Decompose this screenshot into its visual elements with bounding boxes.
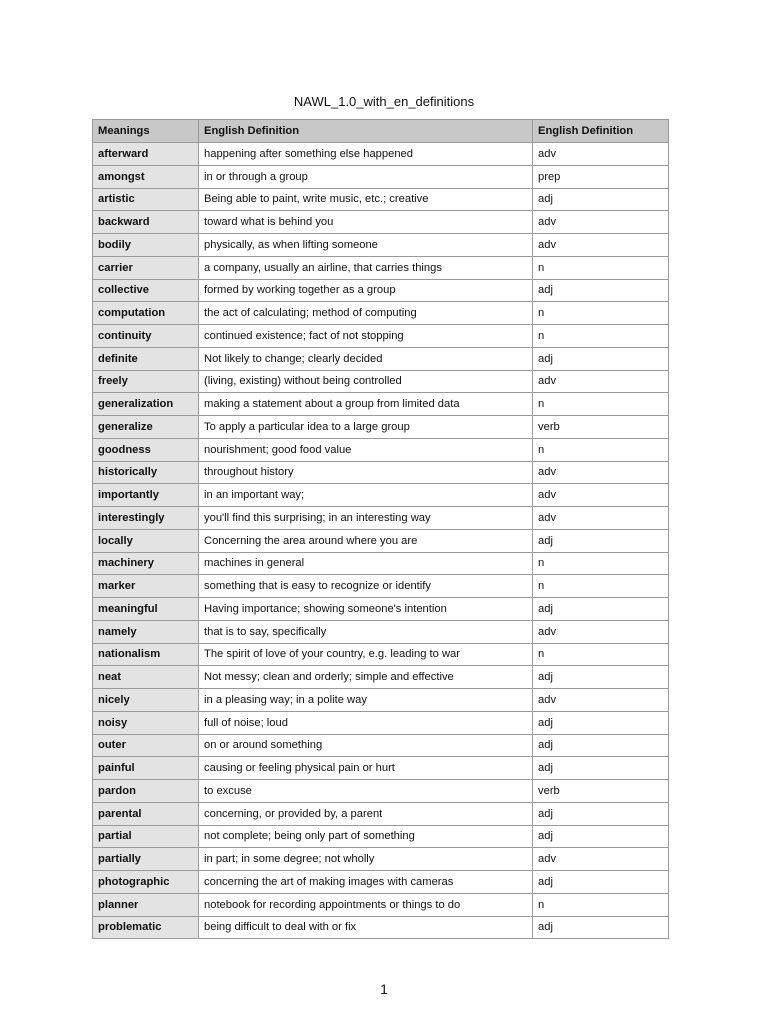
term-cell: continuity	[93, 325, 199, 348]
part-of-speech-cell: verb	[533, 416, 669, 439]
term-cell: parental	[93, 802, 199, 825]
part-of-speech-cell: adv	[533, 370, 669, 393]
definition-cell: concerning, or provided by, a parent	[199, 802, 533, 825]
definition-cell: Having importance; showing someone's intention	[199, 598, 533, 621]
table-row	[93, 802, 669, 825]
table-row	[93, 325, 669, 348]
term-cell: generalize	[93, 416, 199, 439]
part-of-speech-cell: n	[533, 552, 669, 575]
table-row	[93, 780, 669, 803]
definition-cell: making a statement about a group from limited data	[199, 393, 533, 416]
table-row	[93, 916, 669, 939]
term-cell: afterward	[93, 143, 199, 166]
definition-cell: Concerning the area around where you are	[199, 529, 533, 552]
term-cell: collective	[93, 279, 199, 302]
definition-cell: Not messy; clean and orderly; simple and effective	[199, 666, 533, 689]
table-row	[93, 643, 669, 666]
table-row	[93, 825, 669, 848]
definition-cell: Not likely to change; clearly decided	[199, 347, 533, 370]
term-cell: photographic	[93, 871, 199, 894]
part-of-speech-cell: n	[533, 575, 669, 598]
table-row	[93, 575, 669, 598]
definition-cell: happening after something else happened	[199, 143, 533, 166]
table-row	[93, 393, 669, 416]
part-of-speech-cell: prep	[533, 165, 669, 188]
table-row	[93, 461, 669, 484]
definition-cell: you'll find this surprising; in an interesting way	[199, 507, 533, 530]
table-row	[93, 893, 669, 916]
part-of-speech-cell: adj	[533, 711, 669, 734]
term-cell: computation	[93, 302, 199, 325]
table-row	[93, 188, 669, 211]
part-of-speech-cell: adv	[533, 461, 669, 484]
part-of-speech-cell: adv	[533, 689, 669, 712]
part-of-speech-cell: n	[533, 893, 669, 916]
part-of-speech-cell: adj	[533, 916, 669, 939]
definition-cell: a company, usually an airline, that carries things	[199, 256, 533, 279]
term-cell: partial	[93, 825, 199, 848]
part-of-speech-cell: verb	[533, 780, 669, 803]
term-cell: locally	[93, 529, 199, 552]
definition-cell: notebook for recording appointments or things to do	[199, 893, 533, 916]
table-row	[93, 666, 669, 689]
part-of-speech-cell: n	[533, 393, 669, 416]
term-cell: neat	[93, 666, 199, 689]
part-of-speech-cell: n	[533, 438, 669, 461]
term-cell: artistic	[93, 188, 199, 211]
term-cell: namely	[93, 620, 199, 643]
definition-cell: machines in general	[199, 552, 533, 575]
definition-cell: full of noise; loud	[199, 711, 533, 734]
table-row	[93, 370, 669, 393]
vocabulary-table	[92, 119, 669, 939]
term-cell: historically	[93, 461, 199, 484]
definition-cell: nourishment; good food value	[199, 438, 533, 461]
definition-cell: physically, as when lifting someone	[199, 234, 533, 257]
table-body	[93, 143, 669, 939]
table-row	[93, 689, 669, 712]
term-cell: freely	[93, 370, 199, 393]
term-cell: definite	[93, 347, 199, 370]
header-row	[93, 120, 669, 143]
table-row	[93, 347, 669, 370]
term-cell: importantly	[93, 484, 199, 507]
document-title: NAWL_1.0_with_en_definitions	[293, 94, 475, 109]
table-row	[93, 598, 669, 621]
part-of-speech-cell: n	[533, 643, 669, 666]
term-cell: meaningful	[93, 598, 199, 621]
term-cell: amongst	[93, 165, 199, 188]
table-row	[93, 734, 669, 757]
part-of-speech-cell: adj	[533, 871, 669, 894]
term-cell: marker	[93, 575, 199, 598]
term-cell: backward	[93, 211, 199, 234]
part-of-speech-cell: adv	[533, 211, 669, 234]
part-of-speech-cell: adj	[533, 279, 669, 302]
definition-cell: toward what is behind you	[199, 211, 533, 234]
page-number: 1	[380, 981, 388, 997]
part-of-speech-cell: adj	[533, 802, 669, 825]
definition-cell: Being able to paint, write music, etc.; creative	[199, 188, 533, 211]
definition-cell: The spirit of love of your country, e.g. leading to war	[199, 643, 533, 666]
table-row	[93, 279, 669, 302]
definition-cell: concerning the art of making images with cameras	[199, 871, 533, 894]
table-row	[93, 507, 669, 530]
part-of-speech-cell: n	[533, 302, 669, 325]
term-cell: machinery	[93, 552, 199, 575]
part-of-speech-cell: adv	[533, 234, 669, 257]
part-of-speech-cell: adj	[533, 188, 669, 211]
part-of-speech-cell: adj	[533, 825, 669, 848]
table-header	[93, 120, 669, 143]
table-row	[93, 529, 669, 552]
table-row	[93, 552, 669, 575]
part-of-speech-cell: adv	[533, 507, 669, 530]
table-row	[93, 211, 669, 234]
table-row	[93, 484, 669, 507]
part-of-speech-cell: n	[533, 256, 669, 279]
definition-cell: the act of calculating; method of computing	[199, 302, 533, 325]
table-row	[93, 143, 669, 166]
term-cell: outer	[93, 734, 199, 757]
column-header-meanings: Meanings	[93, 120, 199, 143]
term-cell: goodness	[93, 438, 199, 461]
term-cell: nationalism	[93, 643, 199, 666]
definition-cell: on or around something	[199, 734, 533, 757]
definition-cell: in or through a group	[199, 165, 533, 188]
term-cell: interestingly	[93, 507, 199, 530]
term-cell: painful	[93, 757, 199, 780]
definition-cell: that is to say, specifically	[199, 620, 533, 643]
term-cell: generalization	[93, 393, 199, 416]
table-row	[93, 416, 669, 439]
part-of-speech-cell: adj	[533, 666, 669, 689]
term-cell: bodily	[93, 234, 199, 257]
table-row	[93, 234, 669, 257]
definition-cell: being difficult to deal with or fix	[199, 916, 533, 939]
part-of-speech-cell: adv	[533, 143, 669, 166]
term-cell: noisy	[93, 711, 199, 734]
definition-cell: continued existence; fact of not stopping	[199, 325, 533, 348]
definition-cell: (living, existing) without being controlled	[199, 370, 533, 393]
table-row	[93, 620, 669, 643]
table-row	[93, 165, 669, 188]
table-row	[93, 302, 669, 325]
table-row	[93, 711, 669, 734]
term-cell: planner	[93, 893, 199, 916]
definition-cell: to excuse	[199, 780, 533, 803]
definition-cell: causing or feeling physical pain or hurt	[199, 757, 533, 780]
table-row	[93, 871, 669, 894]
definition-cell: in a pleasing way; in a polite way	[199, 689, 533, 712]
column-header-part-of-speech: English Definition	[533, 120, 669, 143]
part-of-speech-cell: adj	[533, 734, 669, 757]
part-of-speech-cell: adv	[533, 848, 669, 871]
definition-cell: something that is easy to recognize or identify	[199, 575, 533, 598]
definition-cell: not complete; being only part of something	[199, 825, 533, 848]
table-row	[93, 757, 669, 780]
part-of-speech-cell: n	[533, 325, 669, 348]
definition-cell: throughout history	[199, 461, 533, 484]
table-row	[93, 438, 669, 461]
term-cell: pardon	[93, 780, 199, 803]
definition-cell: formed by working together as a group	[199, 279, 533, 302]
table-row	[93, 848, 669, 871]
term-cell: nicely	[93, 689, 199, 712]
part-of-speech-cell: adj	[533, 529, 669, 552]
definition-cell: in part; in some degree; not wholly	[199, 848, 533, 871]
term-cell: partially	[93, 848, 199, 871]
part-of-speech-cell: adv	[533, 484, 669, 507]
term-cell: problematic	[93, 916, 199, 939]
definition-cell: in an important way;	[199, 484, 533, 507]
part-of-speech-cell: adj	[533, 598, 669, 621]
definition-cell: To apply a particular idea to a large group	[199, 416, 533, 439]
part-of-speech-cell: adj	[533, 347, 669, 370]
part-of-speech-cell: adv	[533, 620, 669, 643]
column-header-definition: English Definition	[199, 120, 533, 143]
table-row	[93, 256, 669, 279]
term-cell: carrier	[93, 256, 199, 279]
part-of-speech-cell: adj	[533, 757, 669, 780]
